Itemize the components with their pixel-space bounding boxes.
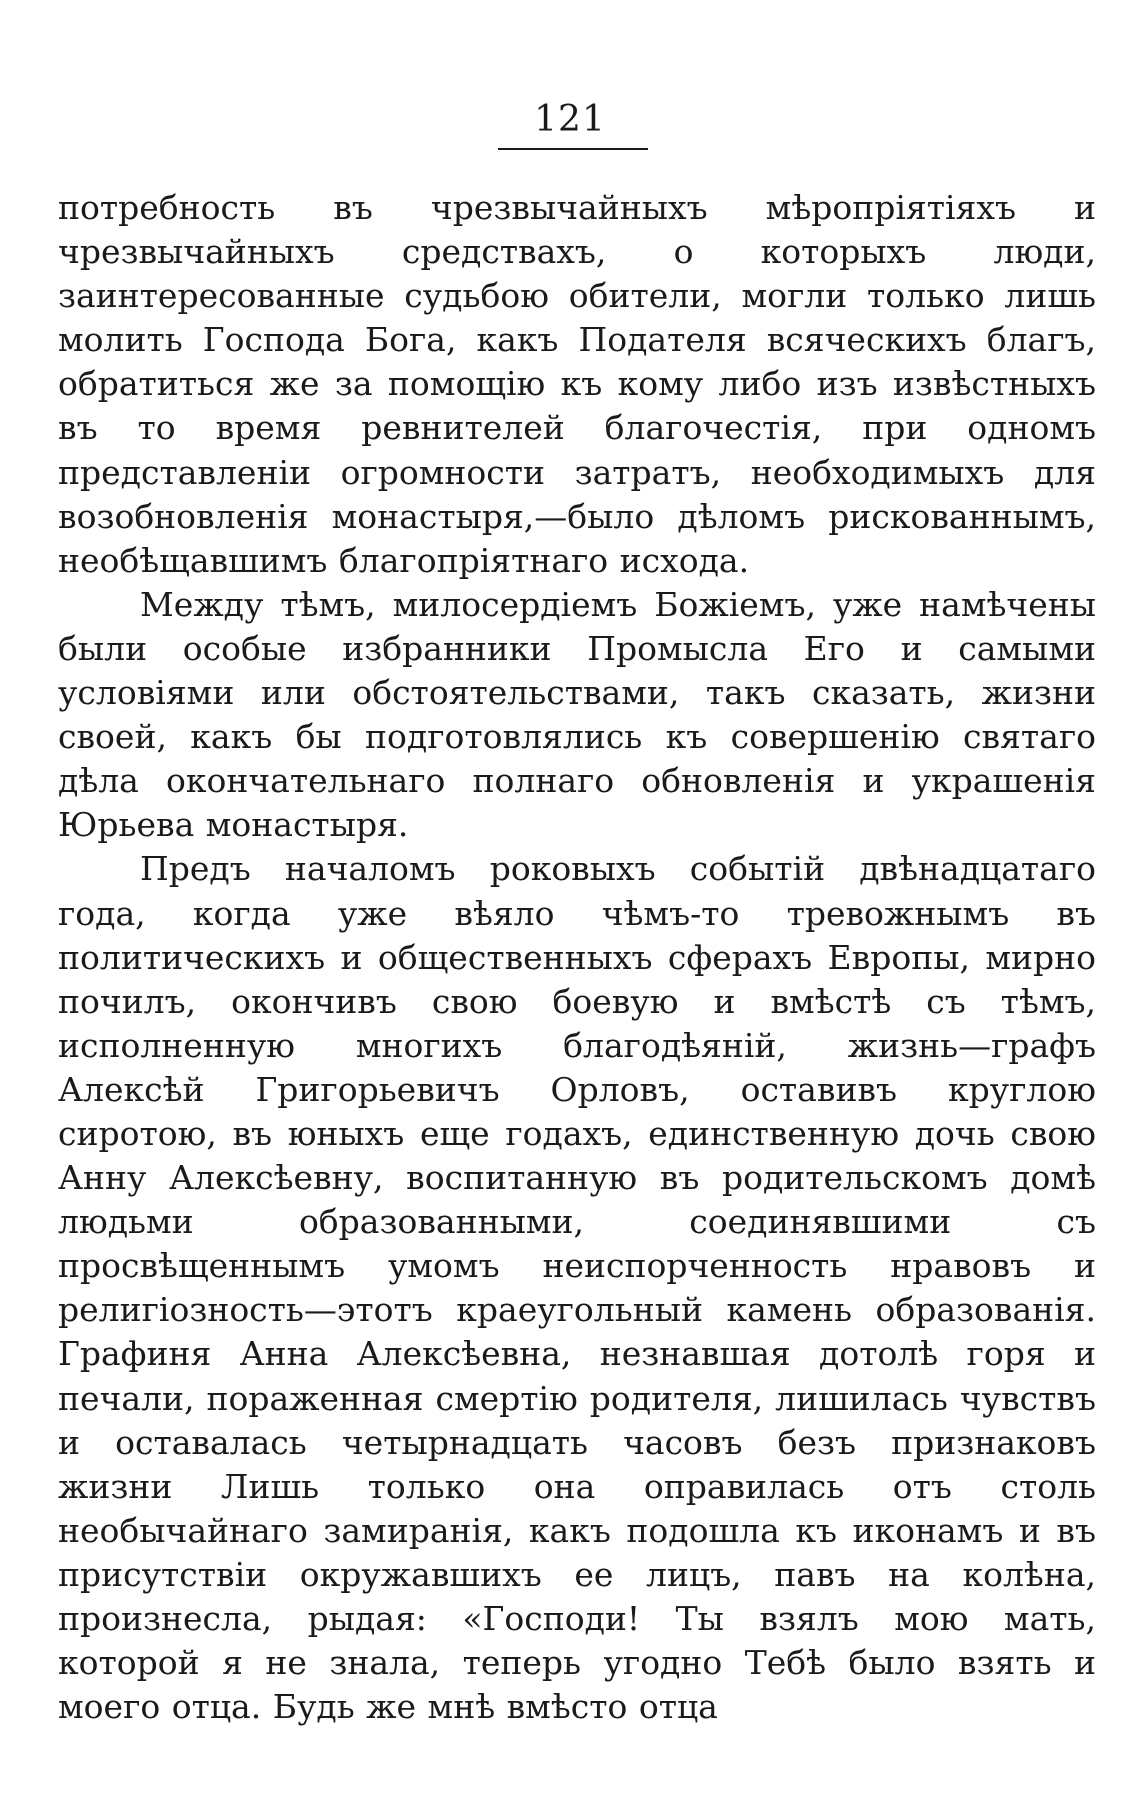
page-number: 121 xyxy=(534,99,606,140)
paragraph-continuation: потребность въ чрезвычайныхъ мѣропріятіяхъ и чрезвычайныхъ средствахъ, о которыхъ люди, заинтересованные судьбою обители, могли только лишь молить Господа Бога, какъ Подателя всяческихъ благъ, обратиться же за помощію къ кому либо изъ извѣстныхъ въ то время ревнителей благочестія, при одномъ представленіи огромности затратъ, необходимыхъ для возобновленія монастыря,—было дѣломъ рискованнымъ, необѣщавшимъ благопріятнаго исхода. xyxy=(58,188,1096,580)
page-number-rule xyxy=(498,148,648,150)
paragraph-countess-orlova: Предъ началомъ роковыхъ событій двѣнадцатаго года, когда уже вѣяло чѣмъ-то тревожнымъ въ политическихъ и общественныхъ сферахъ Европы, мирно почилъ, окончивъ свою боевую и вмѣстѣ съ тѣмъ, исполненную многихъ благодѣяній, жизнь—графъ Алексѣй Григорьевичъ Орловъ, оставивъ круглою сиротою, въ юныхъ еще годахъ, единственную дочь свою Анну Алексѣевну, воспитанную въ родительскомъ домѣ людьми образованными, соединявшими съ просвѣщеннымъ умомъ неиспорченность нравовъ и религіозность—этотъ краеугольный камень образованія. Графиня Анна Алексѣевна, незнавшая дотолѣ горя и печали, пораженная смертію родителя, лишилась чувствъ и оставалась четырнадцать часовъ безъ признаковъ жизни Лишь только она оправилась отъ столь необычайнаго замиранія, какъ подошла къ иконамъ и въ присутствіи окружавшихъ ее лицъ, павъ на колѣна, произнесла, рыдая: «Господи! Ты взялъ мою мать, которой я не знала, теперь угодно Тебѣ было взять и моего отца. Будь же мнѣ вмѣсто отца xyxy=(58,849,1096,1727)
body-text xyxy=(58,186,1096,1729)
paragraph-chosen-ones: Между тѣмъ, милосердіемъ Божіемъ, уже намѣчены были особые избранники Промысла Его и самыми условіями или обстоятельствами, такъ сказать, жизни своей, какъ бы подготовлялись къ совершенію святаго дѣла окончательнаго полнаго обновленія и украшенія Юрьева монастыря. xyxy=(58,584,1096,845)
